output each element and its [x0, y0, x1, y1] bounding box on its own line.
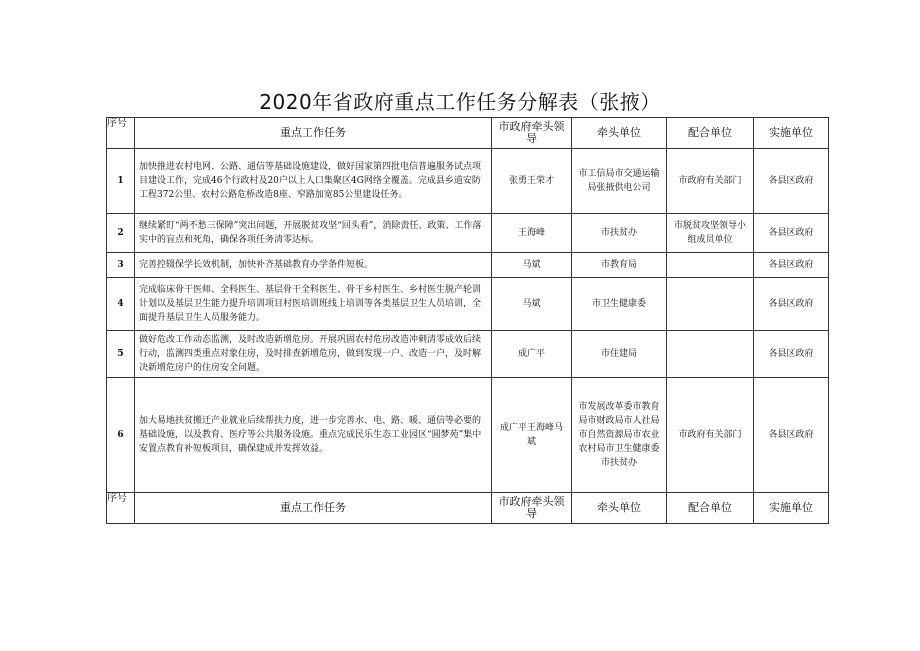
row-task: 加大易地扶贫搬迁产业就业后续帮扶力度，进一步完善水、电、路、暖、通信等必要的基础设施，以及教育、医疗等公共服务设施。重点完成民乐生态工业园区“圆梦苑”集中安置点教育补短板项目，确保建成并发挥效益。	[135, 378, 492, 493]
row-leader: 成广平王海峰马斌	[492, 378, 572, 493]
footer-header-coop-unit: 配合单位	[667, 493, 754, 524]
row-leader: 马斌	[492, 278, 572, 331]
row-lead-unit: 市住建局	[572, 331, 667, 378]
row-lead-unit: 市卫生健康委	[572, 278, 667, 331]
row-impl-unit: 各县区政府	[754, 253, 829, 278]
table-row	[107, 278, 829, 331]
row-number: 4	[107, 278, 135, 331]
table-row	[107, 214, 829, 253]
row-lead-unit: 市工信局市交通运输局张掖供电公司	[572, 149, 667, 214]
row-impl-unit: 各县区政府	[754, 331, 829, 378]
row-task: 加快推进农村电网、公路、通信等基础设施建设，做好国家第四批电信普遍服务试点项目建设工作，完成46个行政村及20户以上人口集聚区4G网络全覆盖。完成县乡道安防工程372公里、农村公路危桥改造8座、窄路加宽85公里建设任务。	[135, 149, 492, 214]
row-impl-unit: 各县区政府	[754, 278, 829, 331]
row-leader: 成广平	[492, 331, 572, 378]
row-task: 完善控辍保学长效机制，加快补齐基础教育办学条件短板。	[135, 253, 492, 278]
table-row	[107, 378, 829, 493]
table-footer-header-row	[107, 493, 829, 524]
header-impl-unit: 实施单位	[754, 118, 829, 149]
row-number: 1	[107, 149, 135, 214]
row-number: 5	[107, 331, 135, 378]
footer-header-seq: 序号	[107, 493, 135, 524]
header-seq: 序号	[107, 118, 135, 149]
row-leader: 马斌	[492, 253, 572, 278]
footer-header-impl-unit: 实施单位	[754, 493, 829, 524]
row-lead-unit: 市扶贫办	[572, 214, 667, 253]
row-impl-unit: 各县区政府	[754, 214, 829, 253]
row-coop-unit: 市政府有关部门	[667, 378, 754, 493]
table-row	[107, 331, 829, 378]
row-impl-unit: 各县区政府	[754, 149, 829, 214]
row-task: 完成临床骨干医师、全科医生、基层骨干全科医生、骨干乡村医生、乡村医生脱产轮训计划以及基层卫生能力提升培训项目村医培训班线上培训等各类基层卫生人员培训，全面提升基层卫生人员服务能力。	[135, 278, 492, 331]
row-leader: 张勇王荣才	[492, 149, 572, 214]
row-lead-unit: 市教育局	[572, 253, 667, 278]
row-leader: 王海峰	[492, 214, 572, 253]
table-row	[107, 253, 829, 278]
row-coop-unit	[667, 278, 754, 331]
footer-header-lead-unit: 牵头单位	[572, 493, 667, 524]
header-lead-unit: 牵头单位	[572, 118, 667, 149]
row-lead-unit: 市发展改革委市教育局市财政局市人社局市自然资源局市农业农村局市卫生健康委市扶贫办	[572, 378, 667, 493]
footer-header-leader: 市政府牵头领导	[492, 493, 572, 524]
header-leader: 市政府牵头领导	[492, 118, 572, 149]
row-coop-unit	[667, 331, 754, 378]
table-row	[107, 149, 829, 214]
header-task: 重点工作任务	[135, 118, 492, 149]
document-title: 2020年省政府重点工作任务分解表（张掖）	[259, 90, 661, 114]
row-number: 6	[107, 378, 135, 493]
row-task: 做好危改工作动态监测，及时改造新增危房。开展巩固农村危房改造冲刺清零成效后续行动，监测四类重点对象住房，及时排查新增危房，做到发现一户、改造一户，及时解决新增危房户的住房安全问题。	[135, 331, 492, 378]
task-table	[106, 117, 829, 524]
row-coop-unit: 市脱贫攻坚领导小组成员单位	[667, 214, 754, 253]
row-number: 3	[107, 253, 135, 278]
row-impl-unit: 各县区政府	[754, 378, 829, 493]
footer-header-task: 重点工作任务	[135, 493, 492, 524]
row-task: 继续紧盯“两不愁三保障”突出问题，开展脱贫攻坚“回头看”，消除责任、政策、工作落实中的盲点和死角，确保各项任务清零达标。	[135, 214, 492, 253]
row-coop-unit	[667, 253, 754, 278]
header-coop-unit: 配合单位	[667, 118, 754, 149]
table-header-row	[107, 118, 829, 149]
row-number: 2	[107, 214, 135, 253]
row-coop-unit: 市政府有关部门	[667, 149, 754, 214]
